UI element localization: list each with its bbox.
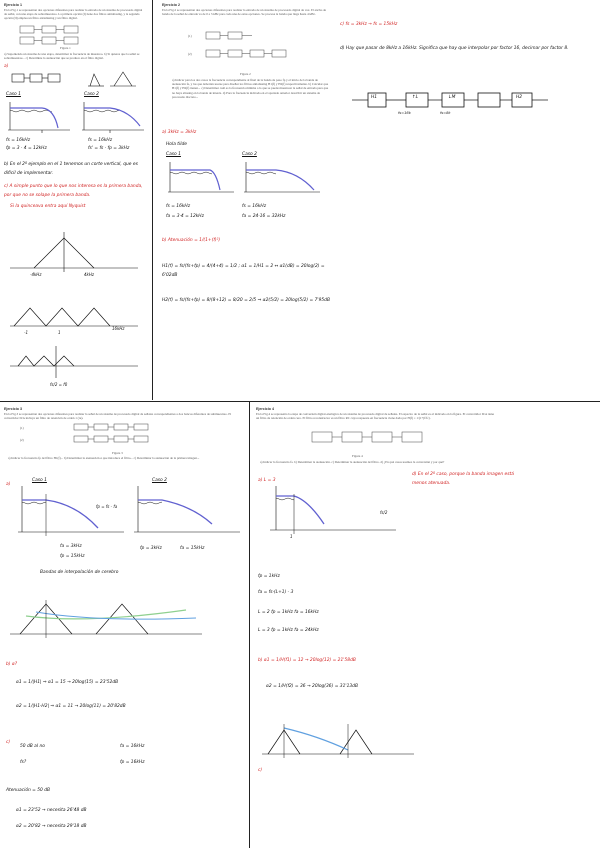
result-2: α2 = 20'82 → necesita 29'18 dB [16, 824, 87, 829]
part-b-text: b) En el 2º ejemplo en el 1 tenemos un corte vertical, que es difícil de implementar. [4, 162, 138, 176]
decimation-block-diagram [352, 86, 592, 122]
caso1-label: Caso 1 [166, 152, 181, 157]
interpolation-sketch [6, 582, 206, 642]
eq-l3: L = 3 fp = 1kHz fa = 24kHz [258, 628, 319, 633]
result-1: α1 = 23'52 → necesita 26'48 dB [16, 808, 87, 813]
caso1-plot [6, 100, 72, 134]
part-c-label: c) [258, 768, 263, 773]
figure-caption: Figura 2 [240, 72, 251, 76]
part-a-text: a) 3kHz = 3kHz [162, 130, 197, 135]
exercise-2-panel [160, 0, 332, 400]
exercise-2-continued-panel [336, 0, 600, 400]
c-right: fa = 16kHz [120, 744, 145, 749]
c-right-2: fp = 16kHz [120, 760, 145, 765]
interp-note: Bandas de interpolación de cerebro [40, 570, 119, 575]
caso2-fa: fa = 15kHz [180, 546, 205, 551]
caso2-label: Caso 2 [84, 92, 99, 97]
part-a-plot [268, 484, 398, 540]
c1-fa: fa = 3·4 = 12kHz [166, 214, 204, 219]
exercise-prompt: En la Fig.3 se representan dos opciones diferentes para realizar la señal de un sistema de procesado digital de señales correspondientes a dos bancos diferentes de submuestreo. El convertidor D/A incluye un filtro de retención de orden 1 (ru). [4, 412, 232, 421]
caso1-plot [16, 484, 126, 540]
figure-2-block-diagram [200, 28, 320, 68]
part-c-text: c) fs = 3kHz → fs = 15kHz [340, 22, 398, 27]
c-left-2: fs? [20, 760, 27, 765]
exercise-title: Ejercicio 2 [162, 3, 180, 7]
block-label-1: fs=16k [398, 111, 411, 115]
part-a-label: a) [4, 64, 9, 69]
equation-1: H1(f) = fs/(fs+fp) = 4/(4+4) = 1/2 ; α1 = 1/H1 = 2 ↔ α1(dB) = 20log(2) = 6'02dB [162, 264, 325, 278]
figure-4-block-diagram [292, 426, 472, 454]
fs2-value: fs = 16kHz [88, 138, 113, 143]
block-decim: ↓M [448, 95, 456, 100]
eq-left: fp = 3 · 4 = 12kHz [6, 146, 47, 151]
part-a-sketch [8, 68, 143, 90]
exercise-title: Ejercicio 3 [4, 407, 22, 411]
exercise-title: Ejercicio 1 [4, 3, 22, 7]
svg-text:1: 1 [290, 534, 293, 539]
exercise-questions: a) Suponiendo un sistema de una etapa, determinar la frecuencia de muestreo. b) Si quieres que la señal se sobremuestree... c) Determine la atenuación que se produce en el filtro digital. [4, 52, 140, 61]
part-a-text: a) L = 3 [258, 478, 276, 483]
figure-caption: Figura 1 [60, 46, 71, 50]
figure-1-block-diagram [20, 24, 130, 46]
attenuation: Atenuación = 50 dB [6, 788, 51, 793]
exercise-prompt: En la Fig.1 se representan dos opciones diferentes para realizar la entrada de un sistema de procesado digital de señal, con una etapa de sobremuestreo. La primera opción (I) tiene dos filtros antialiasing, y la segunda opción (II) emplea un filtro antialiasing y un filtro digital. [4, 8, 143, 21]
option-1-label: (1) [188, 34, 192, 38]
part-b-text: b) α? [6, 662, 18, 667]
part-d-text: d) En el 2º caso, porque la banda imagen está menos atenuada. [412, 472, 514, 486]
equation-2: α2 = 1/|H1·H2| ⇒ α1 = 11 → 20log(11) = 20'82dB [16, 704, 126, 709]
caso2-fp: fp = 3kHz [140, 546, 162, 551]
eq-right: fs' = fs · fp = 3kHz [88, 146, 130, 151]
part-c-label: c) [6, 740, 11, 745]
equation-1: α1 = 1/|H1| ⇒ α1 = 15 → 20log(15) = 23'52dB [16, 680, 119, 685]
caso2-label: Caso 2 [152, 478, 167, 483]
caso1-fp: fp = 15kHz [60, 554, 85, 559]
c2-fs: fs = 16kHz [242, 204, 267, 209]
caso2-plot [132, 484, 242, 540]
exercise-questions: a) Indicar la frecuencia fp del filtro H1(f)... b) Determinar la atenuación α que introduce el filtro... c) Determinar la atenuación de la primera imagen... [8, 456, 200, 460]
svg-text:1: 1 [58, 330, 61, 335]
caso2-plot [80, 100, 146, 134]
part-a-label: a) [6, 482, 11, 487]
fs1-value: fs = 16kHz [6, 138, 31, 143]
caso1-label: Caso 1 [6, 92, 21, 97]
equation-2: H2(f) = fs/(fs+fp) = 8/(8+12) = 8/20 = 2/5 ⇒ α2(5/2) = 20log(5/2) = 7'95dB [162, 298, 330, 303]
c2-fa: fa = 24·16 = 32kHz [242, 214, 286, 219]
part-d-text: d) Hay que pasar de 8kHz a 16kHz. Significa que hay que interpolar por factor 16, decimar por factor 8. [340, 46, 569, 51]
part-c-note: Si la quinceava entra aquí Nyquist [10, 204, 86, 209]
spectrum-sketches [4, 218, 144, 388]
fs-equation: fp = fs - fa [96, 504, 118, 509]
caso1-plot [166, 160, 236, 196]
svg-text:-1: -1 [24, 330, 28, 335]
svg-text:4kHz: 4kHz [84, 272, 94, 277]
exercise-prompt: En la Fig.2 se representan dos opciones diferentes para realizar la entrada de un sistema de procesado digital de voz. El ancho de banda de la señal de entrada va de 0 a 3 kHz para cada una de estas opciones. Se procesa la banda que llega hasta 4 kHz. [162, 8, 327, 17]
exercise-4-panel [252, 404, 600, 848]
block-interp: ↑L [412, 95, 419, 100]
figure-caption: Figura 3 [112, 451, 123, 455]
part-b-text: b) Atenuación = 1/(1+(f)²) [162, 238, 221, 243]
block-h1: H1 [371, 95, 378, 100]
column-divider-top [152, 0, 153, 400]
block-h2: H2 [516, 95, 523, 100]
c-left: 50 dB al no [20, 744, 45, 749]
svg-text:fs/2: fs/2 [380, 510, 388, 515]
part-b-sketch [258, 710, 418, 760]
caso2-label: Caso 2 [242, 152, 257, 157]
eq-fa: fa = fs·(L+1) - 3 [258, 590, 294, 595]
option-2-label: (2) [20, 438, 24, 442]
figure-3-block-diagram [34, 422, 234, 452]
exercise-1-panel [0, 0, 148, 400]
part-b-text: b) α1 = 1/H(f1) = 12 → 20log(12) = 21'58dB [258, 658, 356, 663]
exercise-title: Ejercicio 4 [256, 407, 274, 411]
handnote: Hola tilde [166, 142, 187, 147]
svg-text:16kHz: 16kHz [112, 326, 125, 331]
figure-caption: Figura 4 [352, 454, 363, 458]
caso1-fa: fa = 3kHz [60, 544, 82, 549]
svg-text:fs/2 = f0: fs/2 = f0 [50, 382, 68, 387]
equation-2: α2 = 1/H(f2) = 36 → 20log(36) = 31'13dB [266, 684, 358, 689]
exercise-questions: a) Indicar para los dos casos la frecuencia correspondiente al final de la banda de paso fp y el inicio de la banda de atenuación fa, y las que deberían usarse para diseñar los filtros antialiasing H1(f) y H2(f) respectivamente. b) Calcular que H1(f) y H2(f) tienen... c) Determinar cuál es la frecuencia mínima a la que se puede muestrear la señal de entrada para que no haya aliasing en la banda de interés. d) Para la frecuencia indicada en el apartado anterior describir un sistema de procesado discreto... [172, 78, 329, 99]
exercise-3-panel [0, 404, 248, 848]
exercise-prompt: En la Fig.4 se representa la etapa de conversión digital-analógica de un sistema de procesado digital de señales. El espectro de la señal es el indicado en la figura. El convertidor D/A tiene un filtro de retención de orden cero. El filtro reconstructor es un filtro RC cuya respuesta en frecuencia viene dada por H(f) = 1/(1+jf/fc). [256, 412, 495, 421]
exercise-questions: a) Indicar la frecuencia fs. b) Determinar la atenuación. c) Determinar la atenuación del filtro. d) ¿En qué casos usamos la conversión y por qué? [260, 460, 445, 464]
eq-fp: fp = 1kHz [258, 574, 280, 579]
option-1-label: (1) [20, 426, 24, 430]
c1-fs: fs = 16kHz [166, 204, 191, 209]
part-c-text: c) A simple punto que lo que nos interesa es la primera banda, por que no se solape la primera banda. [4, 184, 143, 198]
svg-text:-4kHz: -4kHz [30, 272, 42, 277]
option-2-label: (2) [188, 52, 192, 56]
row-divider [0, 401, 600, 402]
column-divider-bottom [249, 402, 250, 848]
eq-l2: L = 2 fp = 1kHz fa = 16kHz [258, 610, 319, 615]
block-label-2: fs=8k [440, 111, 451, 115]
caso2-plot [242, 160, 322, 196]
caso1-label: Caso 1 [32, 478, 47, 483]
